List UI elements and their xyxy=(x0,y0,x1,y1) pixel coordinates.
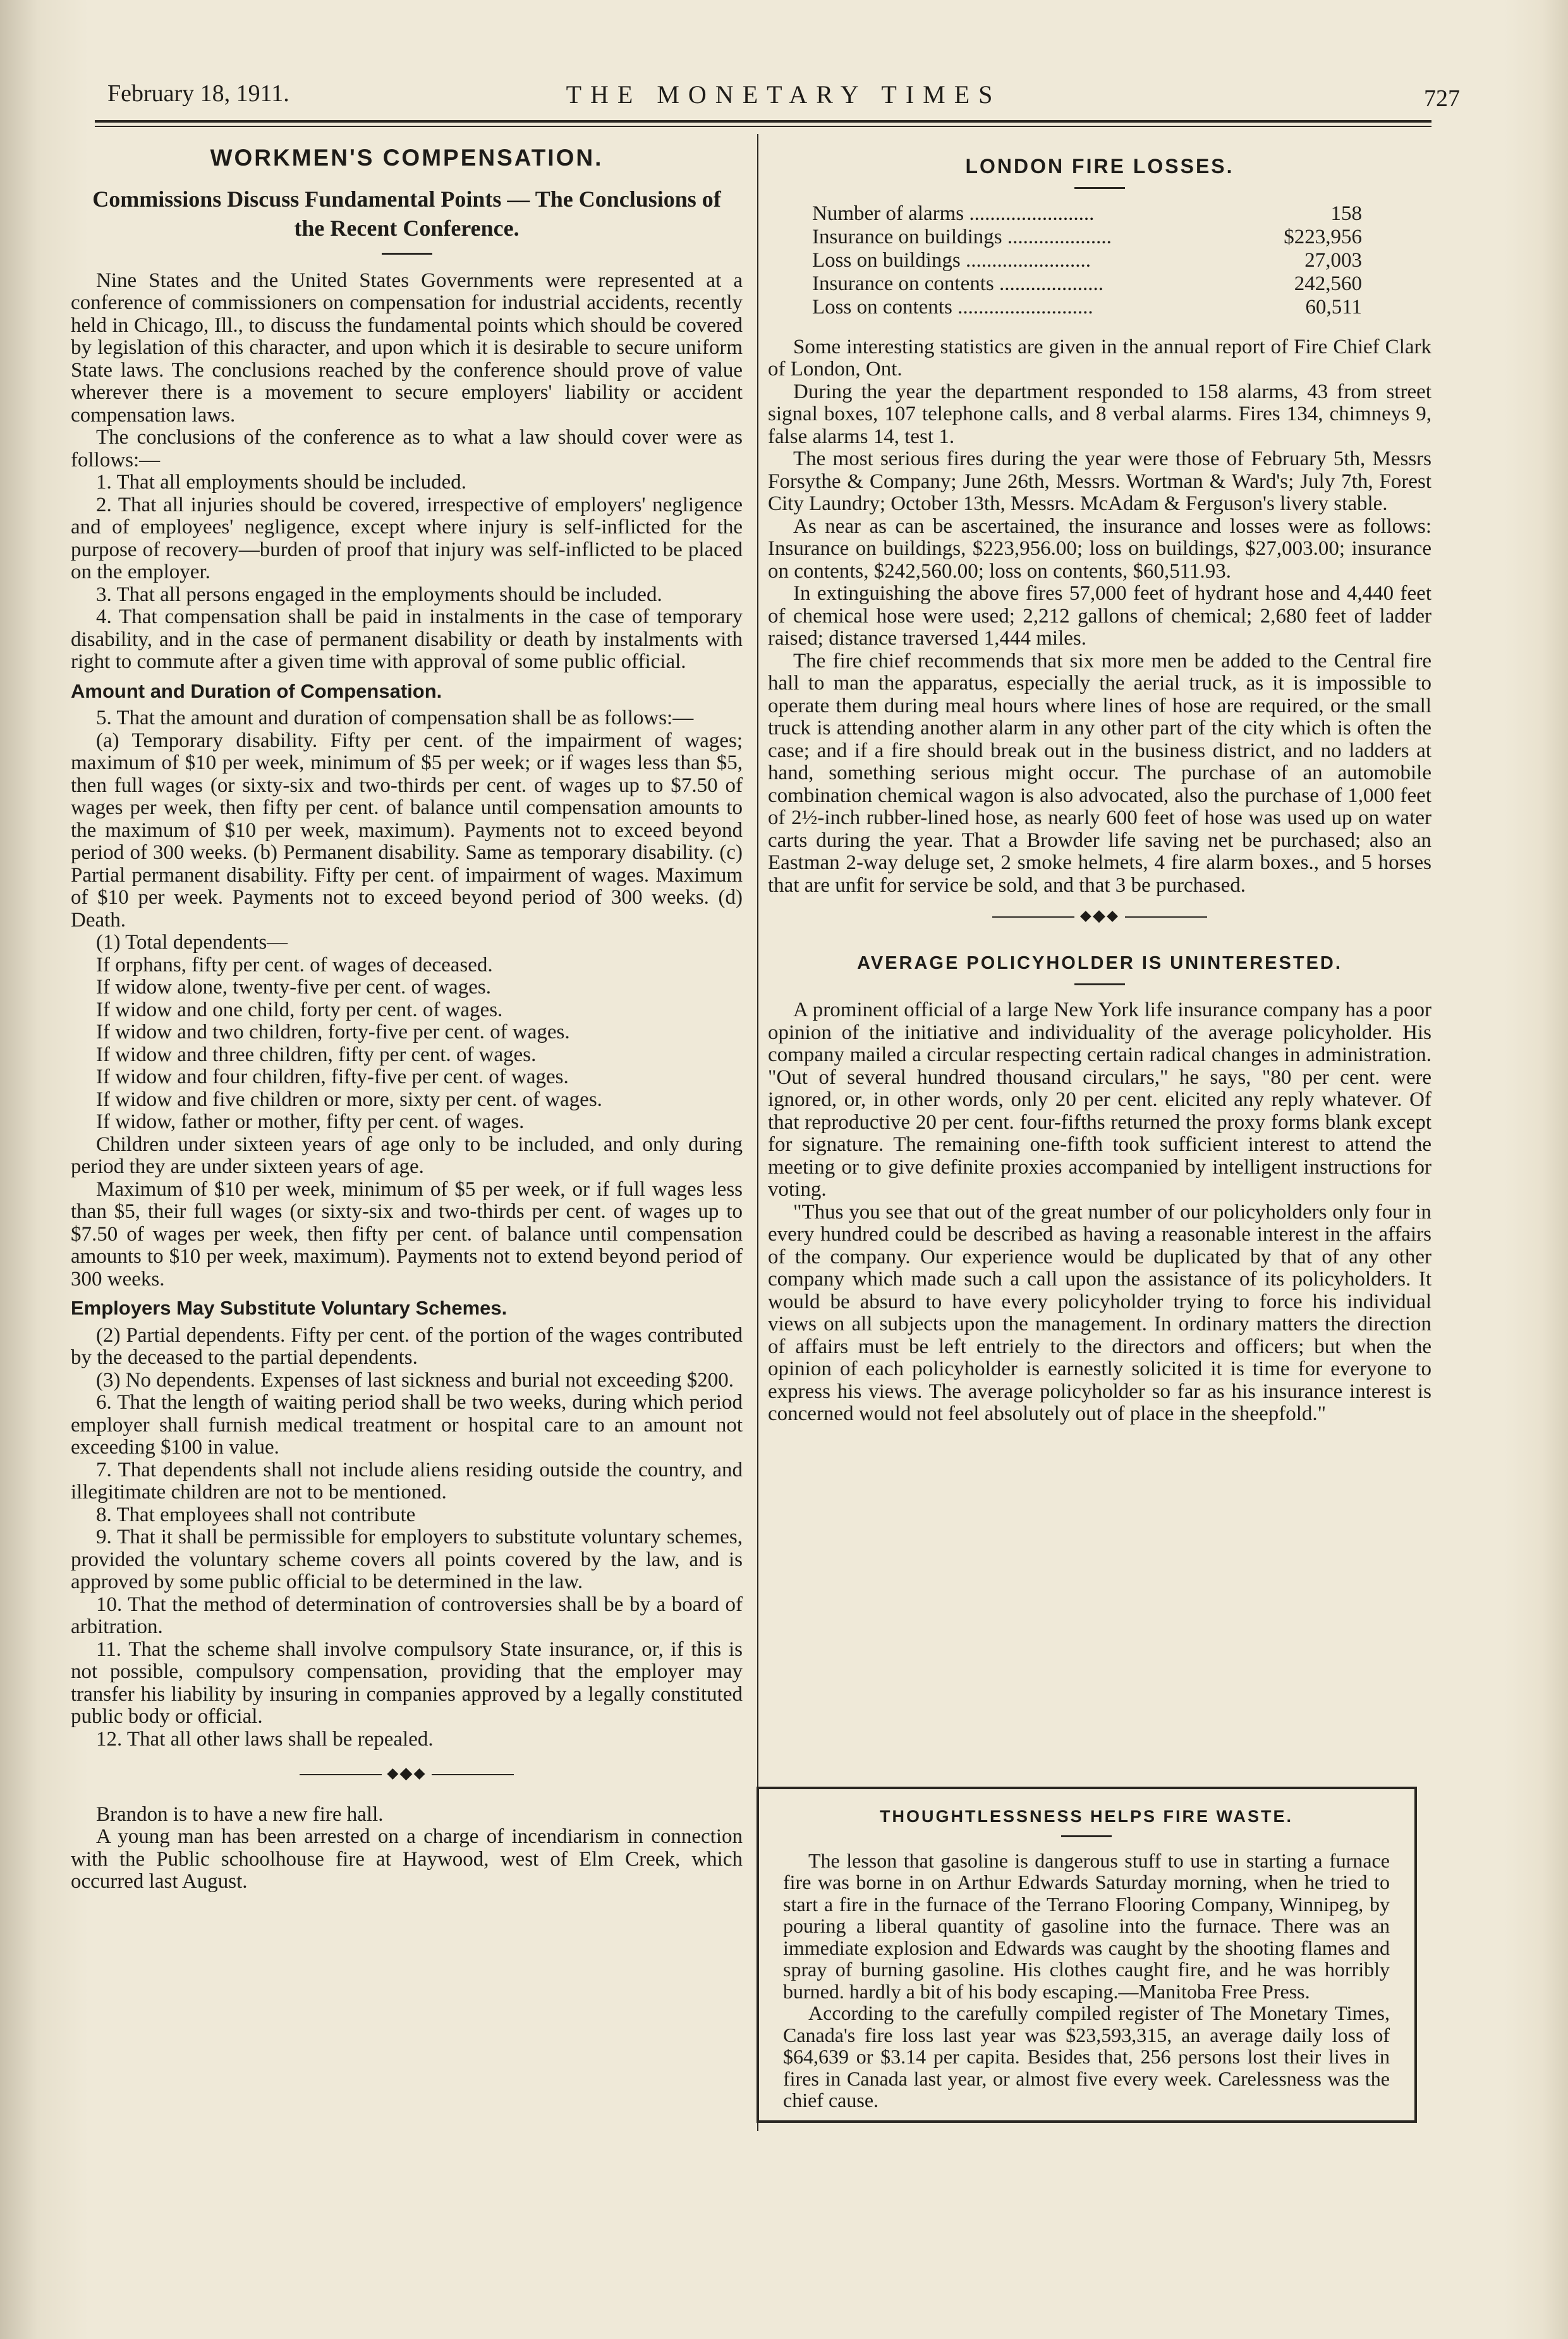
issue-date: February 18, 1911. xyxy=(107,80,289,107)
london-paragraph: Some interesting statistics are given in the annual report of Fire Chief Clark of London, Ont. xyxy=(768,335,1431,380)
title-rule xyxy=(1074,983,1125,985)
stat-label: Number of alarms ........................ xyxy=(812,202,1095,225)
stat-value: 242,560 xyxy=(1294,272,1362,295)
title-rule xyxy=(1074,187,1125,189)
stats-row xyxy=(812,296,1362,320)
stats-row xyxy=(812,226,1362,250)
dependent-line: If widow alone, twenty-five per cent. of wages. xyxy=(96,976,491,999)
section-heading-voluntary: Employers May Substitute Voluntary Schemes. xyxy=(71,1297,507,1319)
title-rule xyxy=(382,253,432,255)
london-paragraph: The most serious fires during the year were those of February 5th, Messrs Forsythe & Company; June 26th, Messrs. Wortman & Ward's; July 7th, Forest City Laundry; October 13th, Messrs. McAdam & Ferguson's livery stable. xyxy=(768,447,1431,515)
stats-row xyxy=(812,203,1362,226)
point-5: 5. That the amount and duration of compensation shall be as follows:— xyxy=(96,707,694,729)
thoughtlessness-box xyxy=(757,1787,1417,2123)
section-heading-amount: Amount and Duration of Compensation. xyxy=(71,679,442,702)
dependent-line: If orphans, fifty per cent. of wages of deceased. xyxy=(96,953,493,976)
london-paragraph: In extinguishing the above fires 57,000 feet of hydrant hose and 4,440 feet of chemical hose were used; 2,212 gallons of chemical; 2,680 feet of ladder raised; distance traversed 1,444 miles. xyxy=(768,582,1431,650)
stat-label: Loss on contents .......................... xyxy=(812,295,1093,319)
partial-dependents: (2) Partial dependents. Fifty per cent. of the portion of the wages contributed by the deceased to the partial dependents. xyxy=(71,1323,743,1369)
london-title: LONDON FIRE LOSSES. xyxy=(965,155,1234,178)
dependents-heading: (1) Total dependents— xyxy=(96,931,288,954)
maximum-paragraph: Maximum of $10 per week, minimum of $5 per week, or if full wages less than $5, their full wages (or sixty-six and two-thirds per cent. of wages up to $7.50 of wages per week, then fifty per cent. of balance until compensation amounts to $10 per week, maximum). Payments not to extend beyond period of 300 weeks. xyxy=(71,1177,743,1291)
intro-paragraph-2: The conclusions of the conference as to what a law should cover were as follows:— xyxy=(71,426,743,471)
page-number: 727 xyxy=(1424,85,1460,112)
intro-paragraph: Nine States and the United States Governments were represented at a conference of commissioners on compensation for industrial accidents, recently held in Chicago, Ill., to discuss the fundamental points which should be covered by legislation of this character, and upon which it is desirable to secure uniform State laws. The conclusions reached by the conference should prove of value wherever there is a movement to secure employers' liability or accident compensation laws. xyxy=(71,269,743,427)
point-2: 2. That all injuries should be covered, irrespective of employers' negligence and of employees' negligence, except where injury is self-inflicted for the purpose of recovery—burden of proof that injury was self-inflicted to be placed on the employer. xyxy=(71,493,743,583)
london-stats-table xyxy=(812,203,1362,320)
point-8: 8. That employees shall not contribute xyxy=(96,1503,416,1526)
point-9: 9. That it shall be permissible for employers to substitute voluntary schemes, provided the voluntary scheme covers all points covered by the law, and is approved by some public official to be determined in the law. xyxy=(71,1526,743,1593)
haywood-note: A young man has been arrested on a charge of incendiarism in connection with the Public schoolhouse fire at Haywood, west of Elm Creek, which occurred last August. xyxy=(71,1825,743,1893)
header-rule-thin xyxy=(95,126,1431,127)
thoughtlessness-paragraph: The lesson that gasoline is dangerous stuff to use in starting a furnace fire was borne in on Arthur Edwards Saturday morning, when he tried to start a fire in the furnace of the Terrano Flooring Company, Winnipeg, by pouring a liberal quantity of gasoline into the furnace. There was an immediate explosion and Edwards was caught by the shooting flames and spray of burning gasoline. His clothes caught fire, and he was horribly burned. hardly a bit of his body escaping.—Manitoba Free Press. xyxy=(783,1849,1390,2003)
london-paragraph: As near as can be ascertained, the insurance and losses were as follows: Insurance on buildings, $223,956.00; loss on buildings, $27,003.00; insurance on contents, $242,560.00; loss on contents, $60,511.93. xyxy=(768,514,1431,583)
stat-value: $223,956 xyxy=(1284,225,1362,248)
dependent-line: If widow and one child, forty per cent. of wages. xyxy=(96,998,503,1021)
dependent-line: If widow and two children, forty-five per cent. of wages. xyxy=(96,1021,570,1043)
publication-title: THE MONETARY TIMES xyxy=(566,80,1002,109)
stats-row xyxy=(812,250,1362,273)
workmen-title: WORKMEN'S COMPENSATION. xyxy=(210,145,604,171)
stat-value: 158 xyxy=(1330,202,1362,225)
stats-row xyxy=(812,273,1362,296)
point-3: 3. That all persons engaged in the employments should be included. xyxy=(96,583,662,606)
ornament-divider: ⬥◆⬥ xyxy=(768,904,1431,927)
dependent-line: If widow and five children or more, sixty per cent. of wages. xyxy=(96,1088,602,1111)
point-1: 1. That all employments should be included. xyxy=(96,471,466,494)
policyholder-paragraph: A prominent official of a large New York life insurance company has a poor opinion of the initiative and individuality of the average policyholder. His company mailed a circular respecting certain radical changes in administration. "Out of several hundred thousand circulars," he says, "80 per cent. were ignored, or, in other words, only 20 per cent. elicited any reply whatever. Of that reproductive 20 per cent. four-fifths returned the proxy forms blank except for signature. The remaining one-fifth took sufficient interest to attend the meeting or to give definite proxies accompanied by intelligent instructions for voting. xyxy=(768,999,1431,1201)
point-7: 7. That dependents shall not include aliens residing outside the country, and illegitimate children are not to be mentioned. xyxy=(71,1458,743,1504)
point-10: 10. That the method of determination of controversies shall be by a board of arbitration. xyxy=(71,1593,743,1638)
policyholder-paragraph: "Thus you see that out of the great number of our policyholders only four in every hundred could be described as having a reasonable interest in the affairs of the company. Our experience would be duplicated by that of any other company which made such a call upon the assistance of its policyholders. It would be absurd to have every policyholder trying to force his individual views on all subjects upon the management. In ordinary matters the direction of affairs must be left entriely to the directors and officers; but when the opinion of each policyholder is earnestly solicited it is time for everyone to express his views. The average policyholder so far as his insurance interest is concerned would not feel absolutely out of place in the sheepfold." xyxy=(768,1200,1431,1425)
stat-value: 60,511 xyxy=(1305,295,1362,319)
stat-label: Insurance on buildings .................... xyxy=(812,225,1112,248)
london-paragraph: The fire chief recommends that six more men be added to the Central fire hall to man the apparatus, especially the aerial truck, as it is impossible to operate them during meal hours where lines of hose are required, or the small truck is attending another alarm in any other part of the city which is often the case; and if a fire should break out in the business district, and no ladders at hand, something serious might occur. The purchase of an automobile combination chemical wagon is also advocated, also the purchase of 1,000 feet of 2½-inch rubber-lined hose, as nearly 600 feet of hose was used up on water carts during the year. That a Browder life saving net be purchased; also an Eastman 2-way deluge set, 2 smoke helmets, 4 fire alarm boxes., and 5 horses that are unfit for service be sold, and that 3 be purchased. xyxy=(768,649,1431,897)
ornament-divider: ⬥◆⬥ xyxy=(71,1762,743,1785)
point-5a: (a) Temporary disability. Fifty per cent. of the impairment of wages; maximum of $10 per week, minimum of $5 per week; or if wages less than $5, then full wages (or sixty-six and two-thirds per cent. of wages up to $7.50 of wages per week, then fifty per cent. of balance until compensation amounts to the maximum of $10 per week, maximum). Payments not to exceed beyond period of 300 weeks. (b) Permanent disability. Same as temporary disability. (c) Partial permanent disability. Fifty per cent. of impairment of wages. Maximum of $10 per week. Payments not to exceed beyond period of 300 weeks. (d) Death. xyxy=(71,729,743,932)
left-column xyxy=(71,147,743,1893)
box-content xyxy=(783,1806,1390,2111)
children-paragraph: Children under sixteen years of age only to be included, and only during period they are under sixteen years of age. xyxy=(71,1133,743,1178)
dependent-line: If widow and three children, fifty per cent. of wages. xyxy=(96,1043,537,1066)
workmen-deck: Commissions Discuss Fundamental Points — The Conclusions of the Recent Conference. xyxy=(92,186,721,241)
thoughtlessness-title: THOUGHTLESSNESS HELPS FIRE WASTE. xyxy=(879,1807,1294,1826)
policyholder-title: AVERAGE POLICYHOLDER IS UNINTERESTED. xyxy=(857,952,1342,973)
title-rule xyxy=(1061,1835,1112,1837)
point-4: 4. That compensation shall be paid in instalments in the case of temporary disability, and in the case of permanent disability or death by instalments with right to commute after a given time with approval of some public official. xyxy=(71,605,743,673)
dependent-line: If widow and four children, fifty-five per cent. of wages. xyxy=(96,1066,569,1088)
brandon-note: Brandon is to have a new fire hall. xyxy=(96,1802,384,1826)
point-6: 6. That the length of waiting period shall be two weeks, during which period employer shall furnish medical treatment or hospital care to an amount not exceeding $100 in value. xyxy=(71,1391,743,1459)
stat-label: Insurance on contents .................... xyxy=(812,272,1103,295)
stat-label: Loss on buildings ........................ xyxy=(812,248,1091,272)
no-dependents: (3) No dependents. Expenses of last sickness and burial not exceeding $200. xyxy=(96,1368,734,1392)
point-11: 11. That the scheme shall involve compulsory State insurance, or, if this is not possible, compulsory compensation, providing that the employer may transfer his liability by insuring in companies approved by a legally constituted public body or official. xyxy=(71,1637,743,1728)
thoughtlessness-paragraph: According to the carefully compiled register of The Monetary Times, Canada's fire loss last year was $23,593,315, an average daily loss of $64,639 or $3.14 per capita. Besides that, 256 persons lost their lives in fires in Canada last year, or almost five every week. Carelessness was the chief cause. xyxy=(783,2002,1390,2111)
dependent-line: If widow, father or mother, fifty per cent. of wages. xyxy=(96,1110,525,1133)
point-12: 12. That all other laws shall be repealed. xyxy=(96,1727,434,1751)
london-paragraph: During the year the department responded to 158 alarms, 43 from street signal boxes, 107 telephone calls, and 8 verbal alarms. Fires 134, chimneys 9, false alarms 14, test 1. xyxy=(768,380,1431,448)
page-header xyxy=(107,75,1460,119)
stat-value: 27,003 xyxy=(1304,248,1362,272)
header-rule xyxy=(95,120,1431,123)
right-column xyxy=(768,155,1431,1426)
